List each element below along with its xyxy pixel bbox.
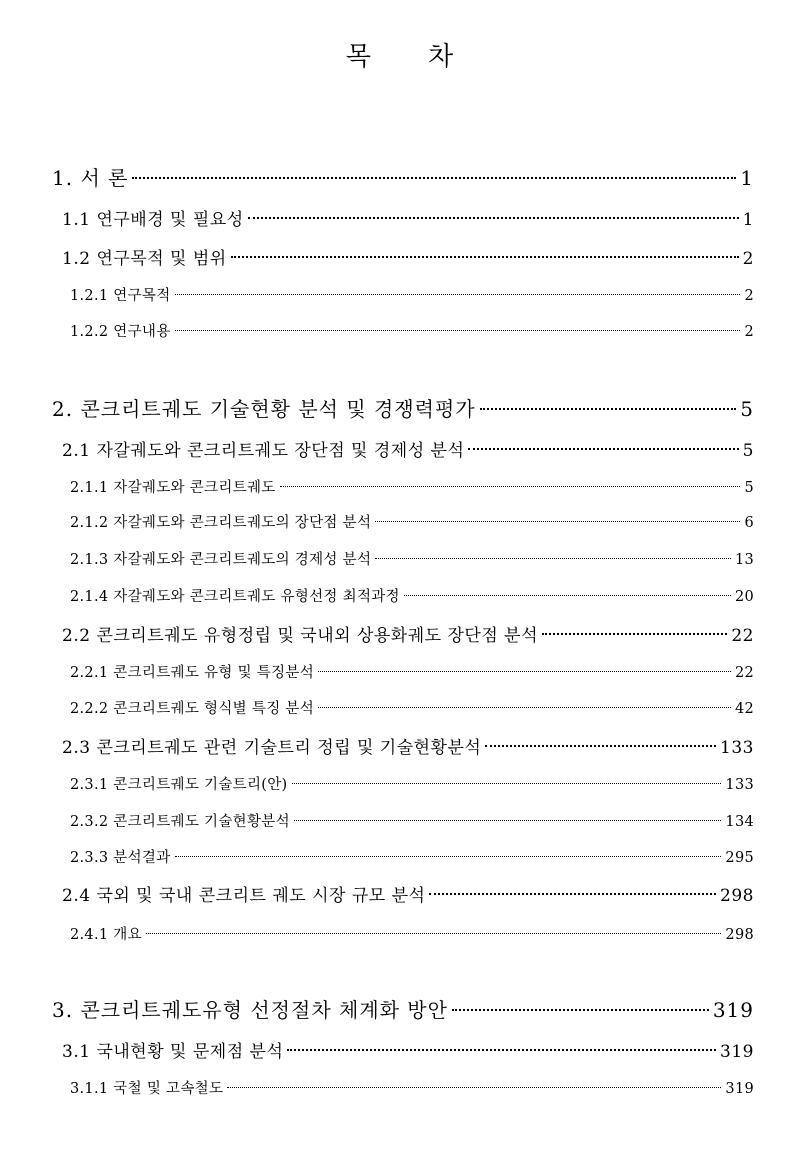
toc-entry-3[interactable] (0, 994, 800, 1023)
toc-page-number: 2 (742, 249, 754, 269)
leader-dots (175, 330, 741, 331)
toc-page-number: 298 (725, 927, 754, 943)
toc-page-number: 134 (725, 814, 754, 830)
leader-dots (375, 558, 731, 559)
leader-dots (375, 521, 740, 522)
leader-dots (485, 745, 716, 747)
toc-page-number: 5 (740, 397, 754, 421)
toc-page-number: 133 (725, 777, 754, 793)
leader-dots (318, 707, 731, 708)
toc-page-number: 42 (734, 701, 754, 717)
toc-page-number: 319 (712, 998, 754, 1022)
toc-entry-2-3-2[interactable] (0, 810, 800, 831)
leader-dots (318, 671, 731, 672)
leader-dots (248, 217, 739, 219)
toc-entry-2-1-2[interactable] (0, 511, 800, 532)
leader-dots (231, 256, 739, 258)
toc-page-number: 295 (725, 850, 754, 866)
toc-label: 1.2.1 연구목적 (70, 288, 171, 304)
toc-entry-2-3-3[interactable] (0, 846, 800, 867)
toc-label: 1.1 연구배경 및 필요성 (62, 210, 244, 230)
toc-entry-2-4[interactable] (0, 881, 800, 906)
leader-dots (227, 1087, 721, 1088)
toc-label: 3. 콘크리트궤도유형 선정절차 체계화 방안 (52, 998, 448, 1022)
toc-label: 1.2 연구목적 및 범위 (62, 249, 227, 269)
toc-entry-1-2-1[interactable] (0, 284, 800, 305)
toc-entry-2-2-1[interactable] (0, 661, 800, 682)
toc-entry-1[interactable] (0, 162, 800, 191)
leader-dots (294, 820, 722, 821)
toc-entry-2-1-1[interactable] (0, 476, 800, 497)
toc-label: 2.4 국외 및 국내 콘크리트 궤도 시장 규모 분석 (62, 886, 426, 906)
toc-label: 2.4.1 개요 (70, 927, 142, 943)
leader-dots (452, 1009, 709, 1011)
toc-entry-2-1-3[interactable] (0, 548, 800, 569)
toc-label: 2.2.2 콘크리트궤도 형식별 특징 분석 (70, 701, 315, 717)
toc-entry-1-2[interactable] (0, 244, 800, 269)
page-title (0, 36, 800, 73)
toc-label: 3.1 국내현황 및 문제점 분석 (62, 1042, 284, 1062)
toc-entry-3-1[interactable] (0, 1037, 800, 1062)
toc-entry-2-1-4[interactable] (0, 585, 800, 606)
toc-label: 2.1.2 자갈궤도와 콘크리트궤도의 장단점 분석 (70, 515, 372, 531)
toc-page-number: 5 (742, 441, 754, 461)
title-part-1: 목 (345, 42, 372, 72)
toc-label: 2.1.4 자갈궤도와 콘크리트궤도 유형선정 최적과정 (70, 589, 400, 605)
toc-page-number: 319 (720, 1042, 754, 1062)
leader-dots (132, 177, 736, 179)
toc-label: 2.2 콘크리트궤도 유형정립 및 국내외 상용화궤도 장단점 분석 (62, 626, 538, 646)
leader-dots (404, 595, 731, 596)
toc-entry-2-1[interactable] (0, 436, 800, 461)
toc-page-number: 22 (731, 626, 754, 646)
toc-entry-2[interactable] (0, 393, 800, 422)
toc-page-number: 20 (734, 589, 754, 605)
toc-label: 2.3.2 콘크리트궤도 기술현황분석 (70, 814, 290, 830)
toc-page-number: 22 (734, 665, 754, 681)
toc-label: 2. 콘크리트궤도 기술현황 분석 및 경쟁력평가 (52, 397, 476, 421)
toc-page-number: 5 (744, 480, 754, 496)
leader-dots (542, 633, 727, 635)
toc-entry-2-2[interactable] (0, 621, 800, 646)
leader-dots (175, 856, 722, 857)
toc-entry-2-2-2[interactable] (0, 697, 800, 718)
leader-dots (480, 408, 737, 410)
toc-label: 2.1 자갈궤도와 콘크리트궤도 장단점 및 경제성 분석 (62, 441, 465, 461)
toc-page-number: 2 (744, 288, 754, 304)
leader-dots (468, 448, 738, 450)
leader-dots (287, 1049, 716, 1051)
toc-entry-1-1[interactable] (0, 205, 800, 230)
toc-label: 2.1.1 자갈궤도와 콘크리트궤도 (70, 480, 276, 496)
toc-label: 2.3 콘크리트궤도 관련 기술트리 정립 및 기술현황분석 (62, 738, 482, 758)
toc-page-number: 319 (725, 1081, 754, 1097)
toc-page-number: 6 (744, 515, 754, 531)
title-part-2: 차 (428, 42, 455, 72)
leader-dots (175, 294, 741, 295)
toc-label: 3.1.1 국철 및 고속철도 (70, 1081, 224, 1097)
toc-page-number: 298 (720, 886, 754, 906)
leader-dots (280, 486, 741, 487)
toc-entry-1-2-2[interactable] (0, 320, 800, 341)
toc-label: 1. 서 론 (52, 166, 129, 190)
toc-label: 2.1.3 자갈궤도와 콘크리트궤도의 경제성 분석 (70, 552, 372, 568)
toc-entry-2-3-1[interactable] (0, 773, 800, 794)
toc-page-number: 2 (744, 324, 754, 340)
leader-dots (429, 893, 716, 895)
toc-label: 2.3.3 분석결과 (70, 850, 171, 866)
toc-label: 2.3.1 콘크리트궤도 기술트리(안) (70, 777, 288, 793)
toc-page-number: 1 (742, 210, 754, 230)
toc-page-number: 1 (740, 166, 754, 190)
toc-entry-3-1-1[interactable] (0, 1077, 800, 1098)
leader-dots (292, 783, 722, 784)
toc-label: 2.2.1 콘크리트궤도 유형 및 특징분석 (70, 665, 315, 681)
leader-dots (146, 933, 722, 934)
toc-page-number: 13 (734, 552, 754, 568)
toc-entry-2-3[interactable] (0, 733, 800, 758)
toc-page-number: 133 (720, 738, 754, 758)
toc-label: 1.2.2 연구내용 (70, 324, 171, 340)
toc-entry-2-4-1[interactable] (0, 923, 800, 944)
